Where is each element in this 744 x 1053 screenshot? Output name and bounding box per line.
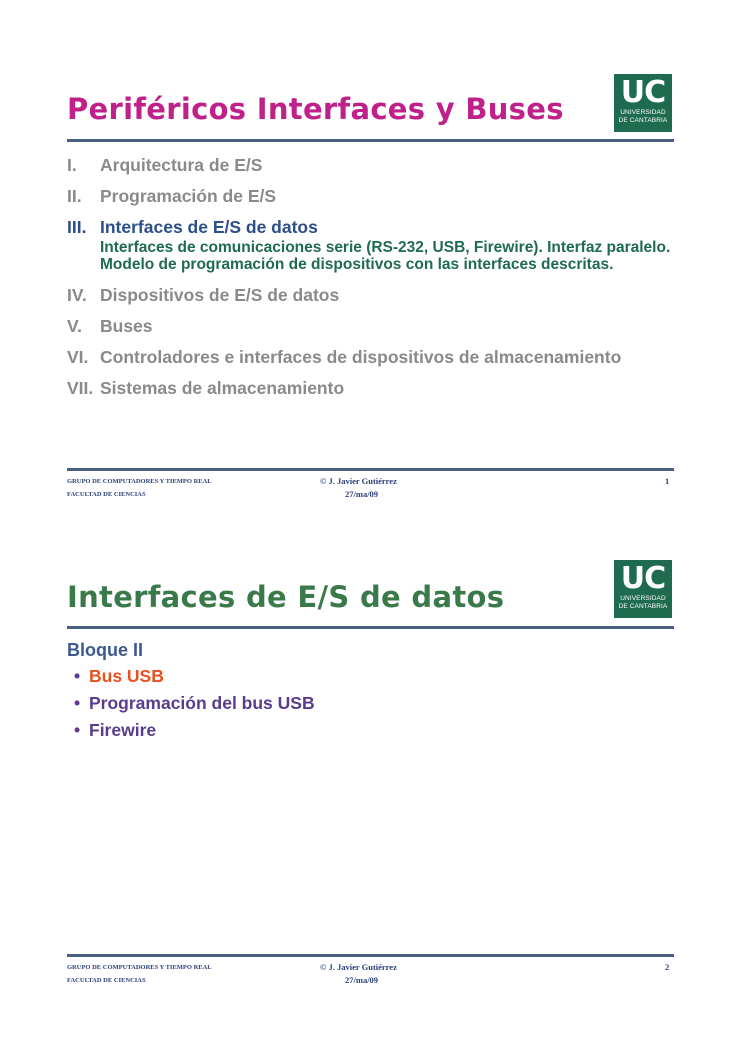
- block-title: Bloque II: [67, 640, 143, 660]
- toc-number: VI.: [67, 347, 89, 367]
- slide-title: Periféricos Interfaces y Buses: [67, 92, 564, 126]
- toc-label: Sistemas de almacenamiento: [100, 378, 345, 398]
- toc-label: Dispositivos de E/S de datos: [100, 285, 340, 305]
- footer-faculty: FACULTAD DE CIENCIAS: [67, 977, 146, 984]
- table-of-contents: [67, 155, 687, 409]
- list-item: [74, 693, 315, 720]
- title-divider: [67, 626, 674, 629]
- bullet-icon: •: [74, 693, 81, 713]
- toc-label: Programación de E/S: [100, 186, 277, 206]
- toc-item: [67, 186, 687, 217]
- toc-number: V.: [67, 316, 82, 336]
- toc-item: [67, 316, 687, 347]
- footer-page-number: 1: [665, 476, 670, 486]
- toc-label: Interfaces de E/S de datos: [100, 217, 318, 237]
- footer-date: 27/ma/09: [345, 489, 379, 499]
- topic-list: [74, 666, 315, 747]
- bullet-label: Firewire: [89, 720, 157, 740]
- footer-date: 27/ma/09: [345, 975, 379, 985]
- slide-1: [0, 0, 744, 520]
- footer-author: © J. Javier Gutiérrez: [320, 476, 397, 486]
- toc-number: III.: [67, 217, 87, 237]
- footer-author: © J. Javier Gutiérrez: [320, 962, 397, 972]
- bullet-icon: •: [74, 720, 81, 740]
- toc-item: [67, 347, 687, 378]
- toc-description: Interfaces de comunicaciones serie (RS-232, USB, Firewire). Interfaz paralelo. Modelo de programación de dispositivos con las interfaces descritas.: [100, 239, 671, 273]
- footer-divider: [67, 468, 674, 471]
- logo-line-1: UNIVERSIDAD: [620, 595, 666, 602]
- footer-group: GRUPO DE COMPUTADORES Y TIEMPO REAL: [67, 478, 212, 485]
- university-logo: [614, 74, 672, 132]
- footer-faculty: FACULTAD DE CIENCIAS: [67, 491, 146, 498]
- toc-number: I.: [67, 155, 77, 175]
- bullet-icon: •: [74, 666, 81, 686]
- logo-text: UC: [620, 561, 666, 596]
- bullet-label: Programación del bus USB: [89, 693, 315, 713]
- toc-number: II.: [67, 186, 82, 206]
- logo-text: UC: [620, 75, 666, 110]
- toc-item-active: [67, 217, 687, 239]
- slide-2: [0, 520, 744, 1053]
- list-item: [74, 666, 315, 693]
- footer-group: GRUPO DE COMPUTADORES Y TIEMPO REAL: [67, 964, 212, 971]
- logo-line-2: DE CANTABRIA: [618, 117, 668, 124]
- toc-number: IV.: [67, 285, 87, 305]
- title-divider: [67, 139, 674, 142]
- bullet-label: Bus USB: [89, 666, 164, 686]
- toc-item: [67, 155, 687, 186]
- toc-item: [67, 378, 687, 409]
- toc-label: Controladores e interfaces de dispositivos de almacenamiento: [100, 347, 622, 367]
- slide-title: Interfaces de E/S de datos: [67, 580, 505, 614]
- footer-page-number: 2: [665, 962, 670, 972]
- university-logo: [614, 560, 672, 618]
- toc-label: Buses: [100, 316, 153, 336]
- logo-line-1: UNIVERSIDAD: [620, 109, 666, 116]
- logo-line-2: DE CANTABRIA: [618, 603, 668, 610]
- footer-divider: [67, 954, 674, 957]
- toc-number: VII.: [67, 378, 94, 398]
- toc-item: [67, 285, 687, 316]
- list-item: [74, 720, 315, 747]
- toc-label: Arquitectura de E/S: [100, 155, 263, 175]
